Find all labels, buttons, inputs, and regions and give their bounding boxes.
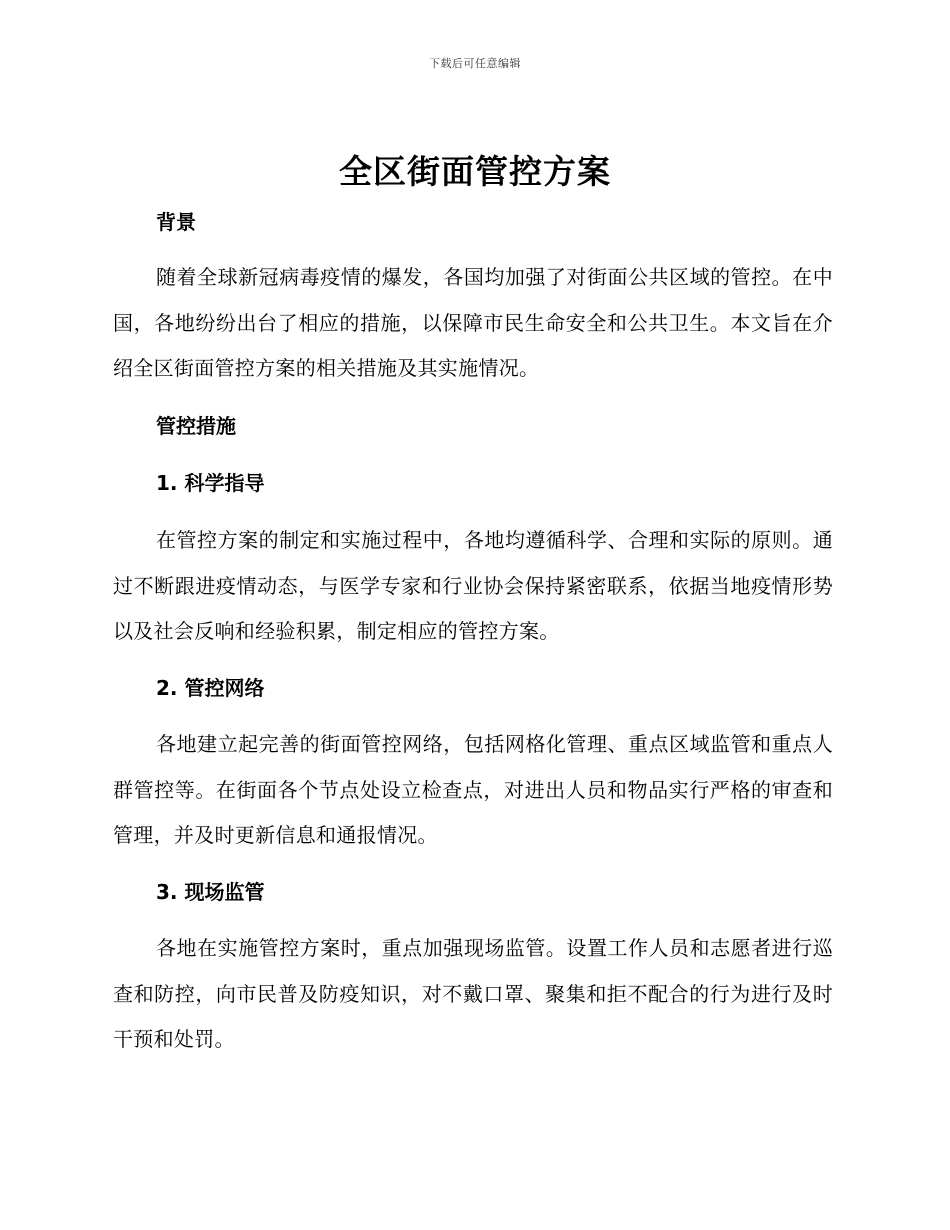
section-heading-measures: 管控措施 <box>156 414 236 438</box>
section-heading-control-network: 2. 管控网络 <box>156 676 265 700</box>
section-heading-scientific-guidance: 1. 科学指导 <box>156 471 265 495</box>
section-paragraph-scientific-guidance: 在管控方案的制定和实施过程中，各地均遵循科学、合理和实际的原则。通过不断跟进疫情动态，与医学专家和行业协会保持紧密联系，依据当地疫情形势以及社会反响和经验积累，制定相应的管控方案。 <box>113 528 833 643</box>
section-heading-onsite-supervision: 3. 现场监管 <box>156 880 265 904</box>
section-paragraph-background: 随着全球新冠病毒疫情的爆发，各国均加强了对街面公共区域的管控。在中国，各地纷纷出台了相应的措施，以保障市民生命安全和公共卫生。本文旨在介绍全区街面管控方案的相关措施及其实施情况。 <box>113 265 833 380</box>
page-header-note: 下载后可任意编辑 <box>429 57 521 70</box>
section-paragraph-control-network: 各地建立起完善的街面管控网络，包括网格化管理、重点区域监管和重点人群管控等。在街面各个节点处设立检查点，对进出人员和物品实行严格的审查和管理，并及时更新信息和通报情况。 <box>113 732 833 847</box>
section-paragraph-onsite-supervision: 各地在实施管控方案时，重点加强现场监管。设置工作人员和志愿者进行巡查和防控，向市民普及防疫知识，对不戴口罩、聚集和拒不配合的行为进行及时干预和处罚。 <box>113 936 833 1051</box>
section-heading-background: 背景 <box>156 210 196 234</box>
document-title: 全区街面管控方案 <box>339 152 611 191</box>
